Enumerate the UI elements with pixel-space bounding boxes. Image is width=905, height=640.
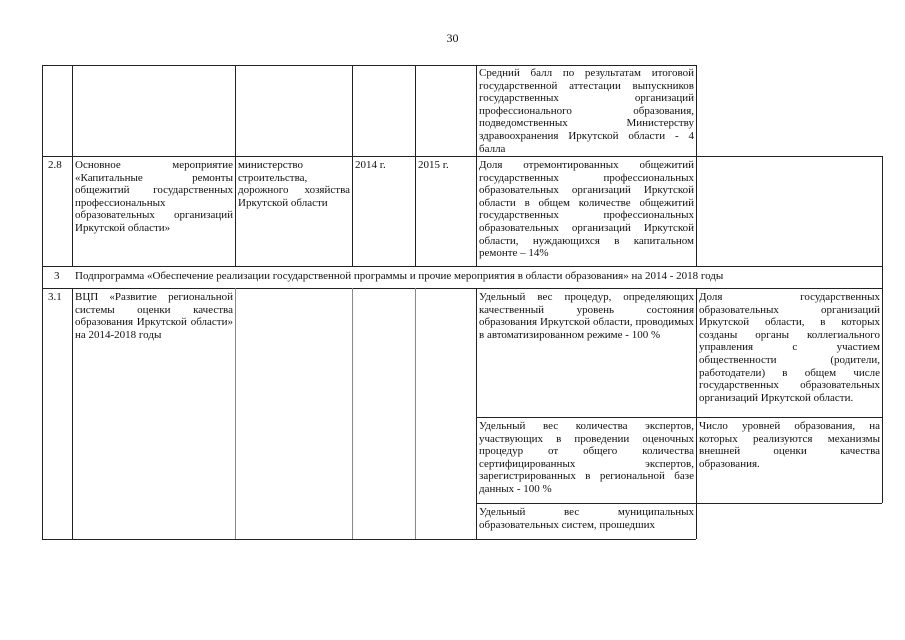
section-number: 3	[54, 270, 60, 282]
measure-name: Основное мероприятие «Капитальные ремонты общежитий государственных профессиональных образовательных организаций Иркутской области»	[75, 159, 233, 234]
indicator-cell: Доля отремонтированных общежитий государственных профессиональных образовательных организаций Иркутской области в общем количестве общежитий государственных профессиональных образовательных организаций Иркутской области, нуждающихся в капитальном ремонте – 14%	[479, 159, 694, 260]
row-border	[42, 288, 882, 289]
col-border	[882, 156, 883, 288]
col-border	[415, 288, 416, 539]
col-border	[42, 288, 43, 539]
col-border	[352, 288, 353, 539]
executor-cell: министерство строительства, дорожного хозяйства Иркутской области	[238, 159, 350, 209]
row-border	[42, 266, 882, 267]
row-border	[42, 156, 882, 157]
col-border	[42, 65, 43, 288]
measure-name: ВЦП «Развитие региональной системы оценки качества образования Иркутской области» на 2014-2018 годы	[75, 291, 233, 341]
row-number: 2.8	[48, 159, 62, 171]
indicator-cell: Удельный вес муниципальных образовательных систем, прошедших	[479, 506, 694, 531]
indicator-cell: Удельный вес количества экспертов, участвующих в проведении оценочных процедур от общего количества сертифицированных экспертов, зарегистрированных в региональной базе данных - 100 %	[479, 420, 694, 495]
section-title: Подпрограмма «Обеспечение реализации государственной программы и прочие мероприятия в области образования» на 2014 - 2018 годы	[75, 270, 724, 282]
row-border	[42, 539, 696, 540]
start-year: 2014 г.	[355, 159, 386, 171]
target-cell: Число уровней образования, на которых реализуются механизмы внешней оценки качества образования.	[699, 420, 880, 470]
row-border	[476, 503, 882, 504]
page-number: 30	[446, 31, 459, 45]
indicator-cell: Средний балл по результатам итоговой государственной аттестации выпускников государственных организаций профессионального образования, подведомственных Министерству здравоохранения Иркутской области - 4 балла	[479, 67, 694, 155]
end-year: 2015 г.	[418, 159, 449, 171]
row-border	[476, 417, 882, 418]
row-number: 3.1	[48, 291, 62, 303]
target-cell: Доля государственных образовательных организаций Иркутской области, в которых созданы органы коллегиального управления с участием общественности (родители, работодатели) в общем числе государственных образовательных организаций Иркутской области.	[699, 291, 880, 404]
indicator-cell: Удельный вес процедур, определяющих качественный уровень состояния образования Иркутской области, проводимых в автоматизированном режиме - 100 %	[479, 291, 694, 341]
